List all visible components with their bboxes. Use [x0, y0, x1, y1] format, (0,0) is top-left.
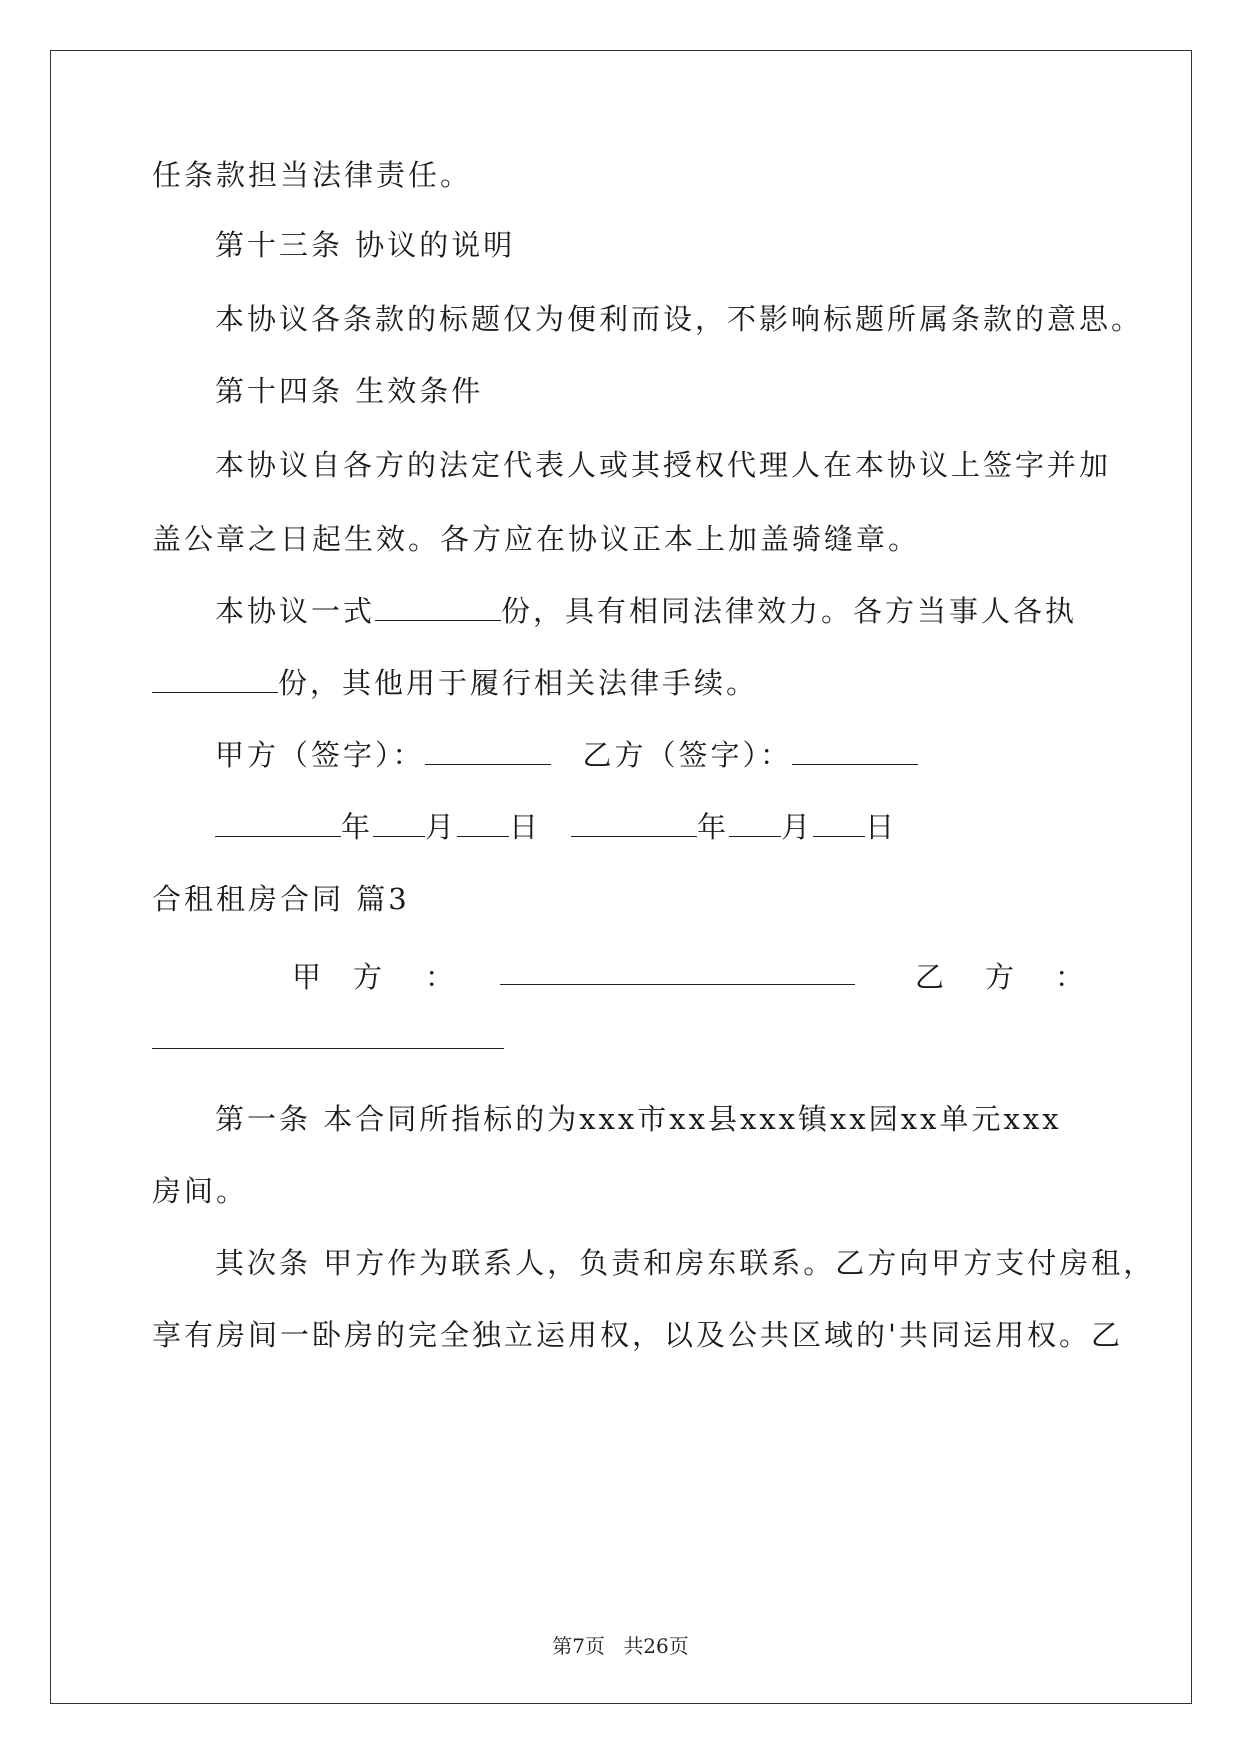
- text-line: 盖公章之日起生效。各方应在协议正本上加盖骑缝章。: [152, 522, 921, 556]
- text-segment: 本协议一式: [215, 594, 376, 628]
- signature-line: [215, 736, 918, 774]
- party-b-blank: [152, 1022, 504, 1049]
- text-line: 任条款担当法律责任。: [152, 158, 473, 192]
- party-b-label-char: 方: [985, 960, 1015, 994]
- text-line: 本协议各条款的标题仅为便利而设，不影响标题所属条款的意思。: [215, 302, 1144, 336]
- text-segment: 份，具有相同法律效力。各方当事人各执: [501, 594, 1078, 628]
- blank-field: [425, 738, 551, 765]
- blank-field: [215, 810, 341, 837]
- page-border: [50, 50, 1192, 1704]
- blank-field: [375, 594, 501, 621]
- text-line: 本协议自各方的法定代表人或其授权代理人在本协议上签字并加: [215, 448, 1112, 482]
- current-page: 第7页: [552, 1634, 605, 1658]
- section-title: 合租租房合同 篇3: [152, 882, 410, 916]
- total-pages: 共26页: [623, 1634, 689, 1658]
- blank-field: [729, 810, 781, 837]
- date-year-label: 年: [697, 810, 730, 844]
- date-month-label: 月: [425, 810, 458, 844]
- date-day-label: 日: [865, 810, 898, 844]
- party-a-signature-label: 甲方（签字）：: [215, 738, 425, 772]
- text-line: 房间。: [152, 1174, 249, 1208]
- date-line: [215, 808, 897, 846]
- text-segment: 份，其他用于履行相关法律手续。: [278, 666, 759, 700]
- date-day-label: 日: [509, 810, 542, 844]
- text-line: 享有房间一卧房的完全独立运用权，以及公共区域的'共同运用权。乙: [152, 1318, 1123, 1352]
- blank-field: [571, 810, 697, 837]
- party-a-label-char: 方: [353, 960, 383, 994]
- party-b-label-char: 乙: [915, 960, 945, 994]
- party-a-label-char: 甲: [292, 960, 322, 994]
- blank-field: [152, 666, 278, 693]
- text-line: [152, 664, 758, 702]
- blank-field: [813, 810, 865, 837]
- colon: ：: [425, 960, 455, 994]
- blank-field: [792, 738, 918, 765]
- blank-field: [457, 810, 509, 837]
- text-line: 第一条 本合同所指标的为xxx市xx县xxx镇xx园xx单元xxx: [215, 1102, 1062, 1136]
- article-heading: 第十三条 协议的说明: [215, 228, 516, 262]
- date-year-label: 年: [341, 810, 374, 844]
- colon: ：: [1055, 960, 1085, 994]
- text-line: 其次条 甲方作为联系人，负责和房东联系。乙方向甲方支付房租，: [215, 1246, 1156, 1280]
- page-footer: [0, 1630, 1241, 1659]
- blank-field: [373, 810, 425, 837]
- party-b-signature-label: 乙方（签字）：: [582, 738, 793, 772]
- party-a-blank: [500, 958, 855, 985]
- text-line: [215, 592, 1077, 630]
- article-heading: 第十四条 生效条件: [215, 374, 484, 408]
- date-month-label: 月: [781, 810, 814, 844]
